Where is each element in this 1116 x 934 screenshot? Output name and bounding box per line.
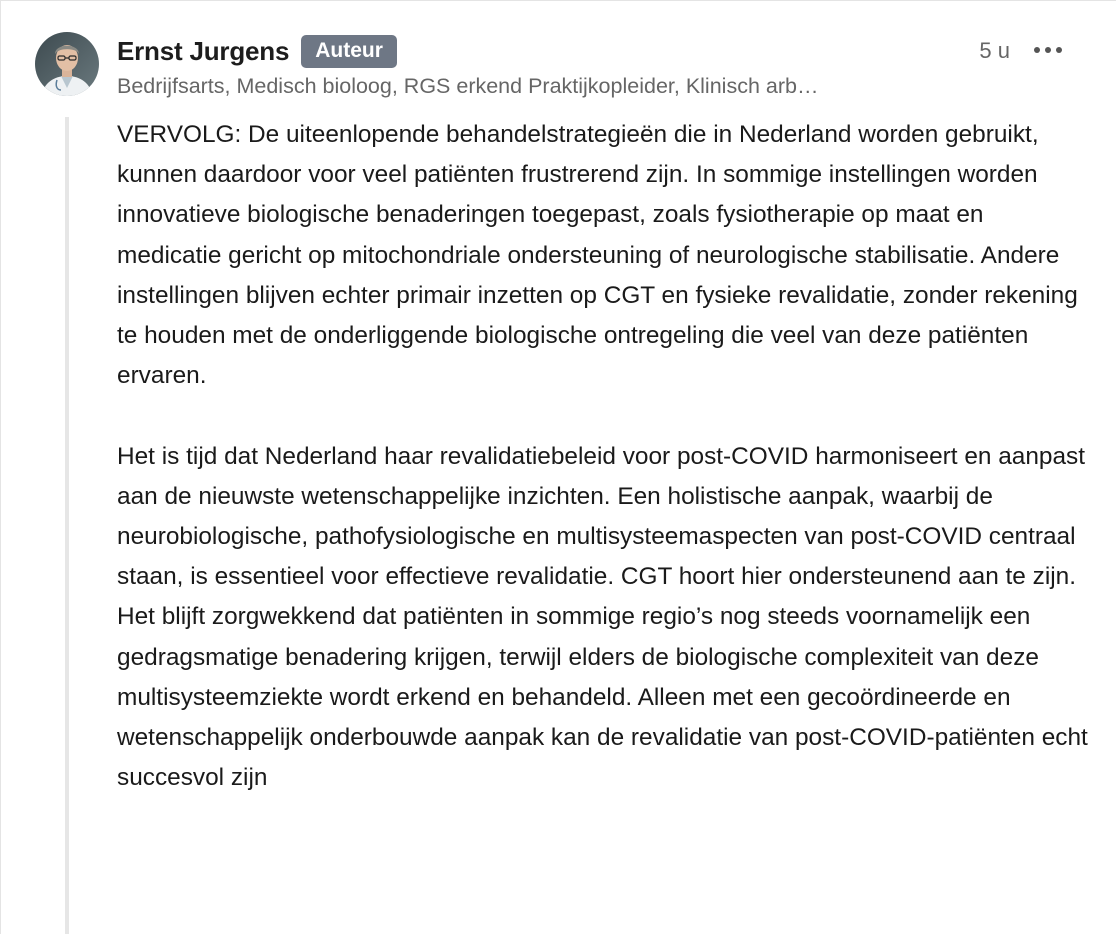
profile-photo-icon xyxy=(35,32,99,96)
comment-paragraph: Het is tijd dat Nederland haar revalidatiebeleid voor post-COVID harmoniseert en aanpast aan de nieuwste wetenschappelijke inzichten. Een holistische aanpak, waarbij de neurobiologische, pathofysiologische en multisysteemaspecten van post-COVID centraal staan, is essentieel voor effectieve revalidatie. CGT hoort hier ondersteunend aan te zijn. Het blijft zorgwekkend dat patiënten in sommige regio’s nog steeds voornamelijk een gedragsmatige benadering krijgen, terwijl elders de biologische complexiteit van deze multisysteemziekte wordt erkend en behandeld. Alleen met een gecoördineerde en wetenschappelijk onderbouwde aanpak kan de revalidatie van post-COVID-patiënten echt succesvol zijn xyxy=(117,442,1088,792)
author-headline: Bedrijfsarts, Medisch bioloog, RGS erkend Praktijkopleider, Klinisch arb… xyxy=(117,74,819,98)
more-options-button[interactable] xyxy=(1030,35,1066,65)
comment-paragraph: VERVOLG: De uiteenlopende behandelstrategieën die in Nederland worden gebruikt, kunnen daardoor voor veel patiënten frustrerend zijn. In sommige instellingen worden innovatieve biologische benaderingen toegepast, zoals fysiotherapie op maat en medicatie gericht op mitochondriale ondersteuning of neurologische stabilisatie. Andere instellingen blijven echter primair inzetten op CGT en fysieke revalidatie, zonder rekening te houden met de onderliggende biologische ontregeling die veel van deze patiënten ervaren. xyxy=(117,121,1078,390)
comment-body xyxy=(117,115,1092,798)
more-horizontal-icon xyxy=(1033,46,1063,54)
author-avatar[interactable] xyxy=(35,32,99,96)
thread-line xyxy=(65,117,69,934)
author-name[interactable]: Ernst Jurgens xyxy=(117,35,290,66)
name-row xyxy=(117,33,1096,69)
comment-timestamp: 5 u xyxy=(979,38,1010,63)
author-badge: Auteur xyxy=(301,35,397,68)
comment-header xyxy=(117,33,1096,103)
